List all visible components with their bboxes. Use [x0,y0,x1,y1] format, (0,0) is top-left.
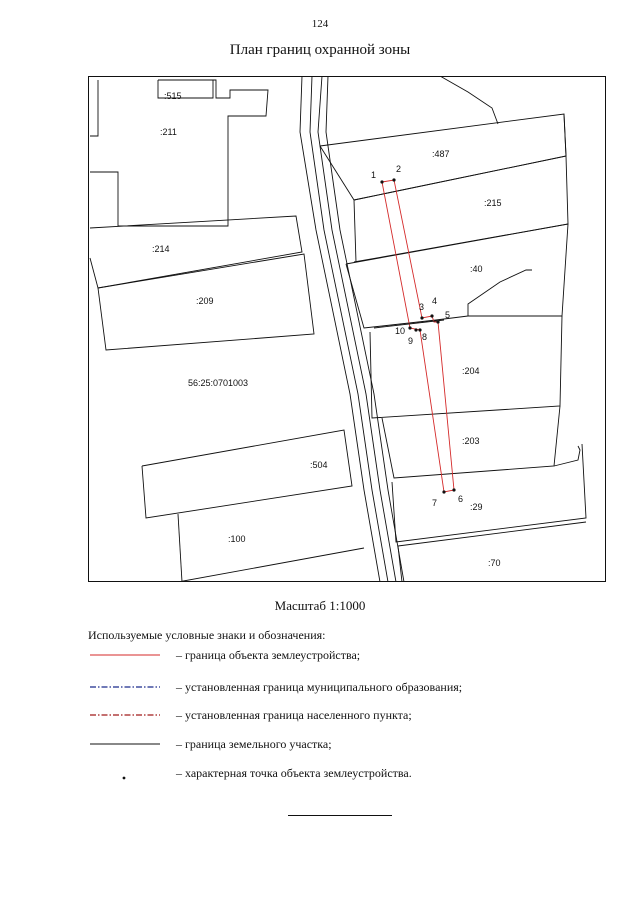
legend-item-settlement-boundary [88,706,608,726]
signature-line [288,815,392,816]
parcel-label-100: :100 [228,534,246,544]
point-label-5: 5 [445,310,451,320]
legend-item-text: – характерная точка объекта землеустройства. [176,766,412,780]
parcel-label-515: :515 [164,91,182,101]
blue-dash-dot-line-icon [88,678,168,698]
legend-item-object-boundary [88,646,608,666]
point-dot-icon [88,764,168,784]
boundary-plan-map [88,76,606,582]
parcel-label-487: :487 [432,149,450,159]
map-scale: Масштаб 1:1000 [274,598,366,613]
parcel-label-504: :504 [310,460,328,470]
parcel-label-215: :215 [484,198,502,208]
legend-item-text: – граница земельного участка; [176,737,332,751]
legend-item-text: – граница объекта землеустройства; [176,648,361,662]
legend-item-municipal-boundary [88,678,608,698]
parcel-label-209: :209 [196,296,214,306]
point-label-10: 10 [395,326,406,336]
parcel-label-40: :40 [470,264,483,274]
point-label-7: 7 [432,498,438,508]
black-solid-line-icon [88,735,168,755]
legend-title: Используемые условные знаки и обозначения: [88,628,326,642]
legend-item-text: – установленная граница населенного пункта; [176,708,412,722]
cadastral-quarter-label: 56:25:0701003 [188,378,249,388]
legend-item-parcel-boundary [88,735,608,755]
point-label-2: 2 [396,164,402,174]
point-label-9: 9 [408,336,414,346]
legend-item-text: – установленная граница муниципального образования; [176,680,463,694]
parcel-label-29: :29 [470,502,483,512]
characteristic-points [380,178,455,493]
object-boundary [374,180,454,492]
red-dash-dot-line-icon [88,706,168,726]
legend-item-characteristic-point [88,764,608,784]
parcel-label-204: :204 [462,366,480,376]
parcel-label-211: :211 [160,127,177,137]
page-number: 124 [311,18,329,30]
red-solid-line-icon [88,646,168,666]
parcel-label-214: :214 [152,244,170,254]
point-label-1: 1 [371,170,377,180]
point-label-3: 3 [419,302,425,312]
parcel-boundaries [90,76,586,582]
map-frame [89,77,606,582]
point-label-8: 8 [422,332,428,342]
point-label-6: 6 [458,494,464,504]
parcel-label-203: :203 [462,436,480,446]
point-label-4: 4 [432,296,438,306]
page-title: План границ охранной зоны [229,42,411,58]
parcel-label-70: :70 [488,558,501,568]
